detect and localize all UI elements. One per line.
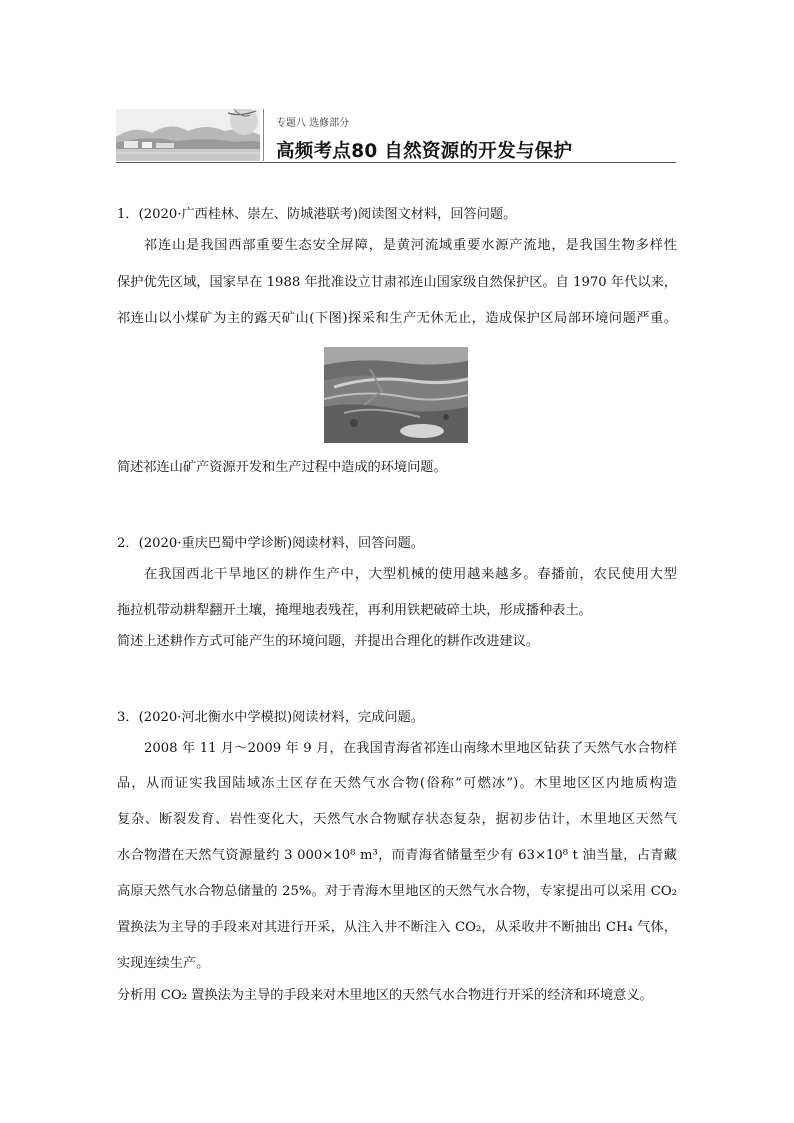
header-rule xyxy=(116,162,676,163)
question-3-text-line-3: 复杂、断裂发育、岩性变化大，天然气水合物赋存状态复杂，据初步估计，木里地区天然气 xyxy=(117,812,677,827)
question-1-text-line-2: 保护优先区域，国家早在 1988 年批准设立甘肃祁连山国家级自然保护区。自 1970 年代以来， xyxy=(117,275,677,290)
question-1-text-line-1: 祁连山是我国西部重要生态安全屏障，是黄河流域重要水源产流地，是我国生物多样性 xyxy=(144,238,677,253)
open-pit-mine-photo xyxy=(324,347,468,443)
question-3-text-line-6: 置换法为主导的手段来对其进行开采，从注入井不断注入 CO₂，从采收井不断抽出 CH₄ 气体， xyxy=(117,920,677,935)
header-landscape-photo xyxy=(116,109,260,161)
question-2-text-line-1: 在我国西北干旱地区的耕作生产中，大型机械的使用越来越多。春播前，农民使用大型 xyxy=(144,567,677,582)
question-3-heading: 3．(2020·河北衡水中学模拟)阅读材料，完成问题。 xyxy=(117,710,424,725)
question-1-task: 简述祁连山矿产资源开发和生产过程中造成的环境问题。 xyxy=(117,460,447,475)
page-title: 高频考点80 自然资源的开发与保护 xyxy=(276,141,573,162)
question-3-task: 分析用 CO₂ 置换法为主导的手段来对木里地区的天然气水合物进行开采的经济和环境意义。 xyxy=(117,988,653,1003)
question-3-text-line-4: 水合物潜在天然气资源量约 3 000×10⁸ m³，而青海省储量至少有 63×10⁸ t 油当量，占青藏 xyxy=(117,848,677,863)
header-divider xyxy=(263,109,264,161)
question-2-task: 简述上述耕作方式可能产生的环境问题，并提出合理化的耕作改进建议。 xyxy=(117,634,539,649)
question-2-heading: 2．(2020·重庆巴蜀中学诊断)阅读材料，回答问题。 xyxy=(117,536,424,551)
question-3-text-line-5: 高原天然气水合物总储量的 25%。对于青海木里地区的天然气水合物，专家提出可以采用 CO₂ xyxy=(117,884,677,899)
question-3-text-line-2: 品，从而证实我国陆域冻土区存在天然气水合物(俗称“可燃冰”)。木里地区区内地质构造 xyxy=(117,776,677,791)
question-2-text-line-2: 拖拉机带动耕犁翻开土壤，掩埋地表残茬，再利用铁耙破碎土块，形成播种表土。 xyxy=(117,603,592,618)
question-1-heading: 1．(2020·广西桂林、崇左、防城港联考)阅读图文材料，回答问题。 xyxy=(117,207,517,222)
question-1-text-line-3: 祁连山以小煤矿为主的露天矿山(下图)探采和生产无休无止，造成保护区局部环境问题严重。 xyxy=(117,311,677,326)
question-3-text-line-7: 实现连续生产。 xyxy=(117,956,210,971)
section-subtitle: 专题八 选修部分 xyxy=(276,118,350,129)
question-3-text-line-1: 2008 年 11 月～2009 年 9 月，在我国青海省祁连山南缘木里地区钻获了天然气水合物样 xyxy=(144,741,677,756)
